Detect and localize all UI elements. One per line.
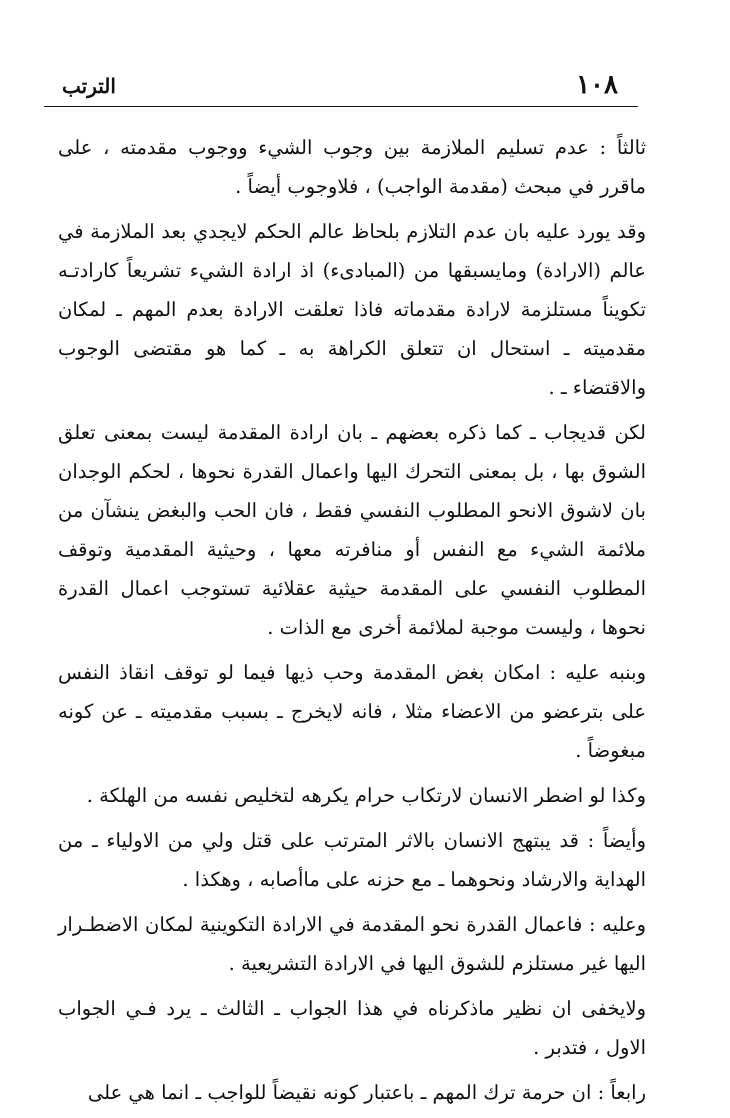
- running-title: الترتب: [62, 74, 116, 98]
- paragraph-thirdly: ثالثاً : عدم تسليم الملازمة بين وجوب الشيء ووجوب مقدمته ، على ماقرر في مبحث (مقدمة الواجب) ، فلاوجوب أيضاً .: [58, 136, 646, 198]
- paragraph-fourthly: رابعاً : ان حرمة ترك المهم ـ باعتبار كونه نقيضاً للواجب ـ انما هي على: [87, 1081, 646, 1104]
- paragraph-also: وأيضاً : قد يبتهج الانسان بالاثر المترتب على قتل ولي من الاولياء ـ من الهداية والارشاد ونحوهما ـ مع حزنه على ماأصابه ، وهكذا .: [58, 829, 646, 891]
- paragraph-parallel: ولايخفى ان نظير ماذكرناه في هذا الجواب ـ الثالث ـ يرد فـي الجواب الاول ، فتدبر .: [58, 997, 646, 1059]
- paragraph-reply: لكن قديجاب ـ كما ذكره بعضهم ـ بان ارادة المقدمة ليست بمعنى تعلق الشوق بها ، بل بمعنى التحرك اليها واعمال القدرة نحوها ، لحكم الوجدان بان لاشوق الانحو المطلوب النفسي فقط ، فان الحب والبغض ينشآن من ملائمة الشيء مع النفس أو منافرته معها ، وحيثية المقدمية وتوقف المطلوب النفسي على المقدمة حيثية عقلائية تستوجب اعمال القدرة نحوها ، وليست موجبة لملائمة أخرى مع الذات .: [58, 421, 646, 639]
- paragraph-likewise: وكذا لو اضطر الانسان لارتكاب حرام يكرهه لتخليص نفسه من الهلكة .: [86, 784, 646, 807]
- page-header: [62, 66, 618, 100]
- paragraph-therefore: وعليه : فاعمال القدرة نحو المقدمة في الارادة التكوينية لمكان الاضطـرار اليها غير مستلزم للشوق اليها في الارادة التشريعية .: [58, 913, 646, 975]
- paragraph-notice: وبنبه عليه : امكان بغض المقدمة وحب ذيها فيما لو توقف انقاذ النفس على بترعضو من الاعضاء مثلا ، فانه لايخرج ـ بسبب مقدميته ـ عن كونه مبغوضاً .: [58, 661, 646, 762]
- page-body: [58, 128, 646, 1118]
- page-number: ١٠٨: [576, 70, 618, 100]
- header-divider: [44, 106, 638, 107]
- paragraph-objection: وقد يورد عليه بان عدم التلازم بلحاظ عالم الحكم لايجدي بعد الملازمة في عالم (الارادة) ومايسبقها من (المبادىء) اذ ارادة الشيء تشريعاً كارادتـه تكويناً مستلزمة لارادة مقدماته فاذا تعلقت الارادة بعدم المهم ـ لمكان مقدميته ـ استحال ان تتعلق الكراهة به ـ كما هو مقتضى الوجوب والاقتضاء ـ .: [58, 220, 646, 399]
